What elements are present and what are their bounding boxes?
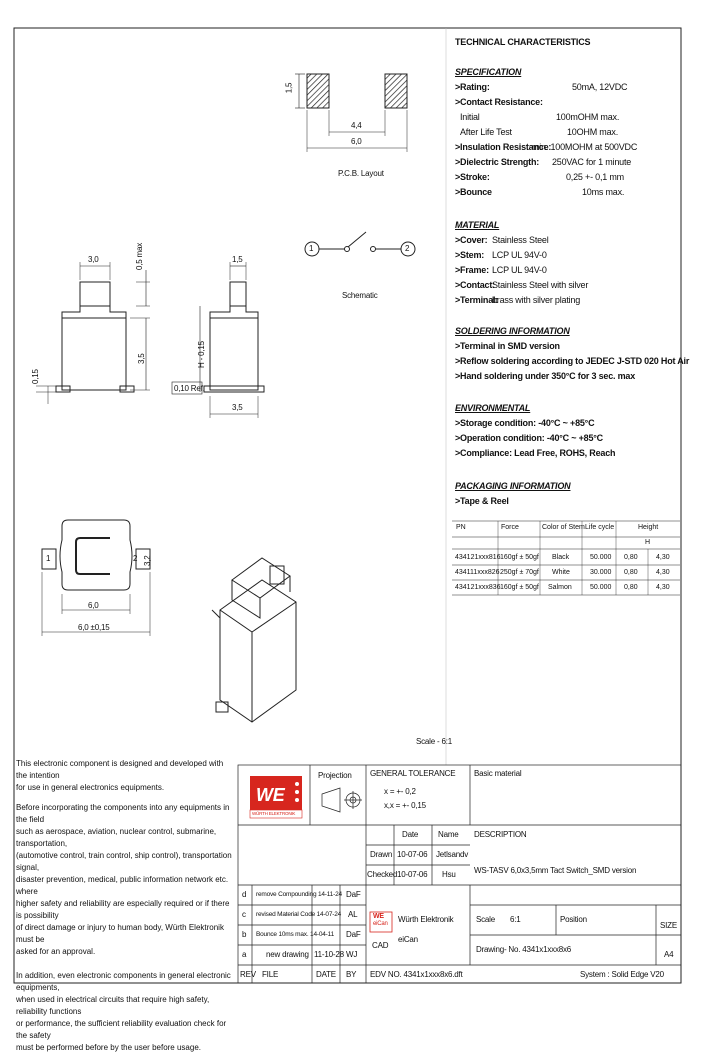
eican-text: eiCan xyxy=(398,935,418,944)
note-p1-l2: for use in general electronics equipments. xyxy=(16,783,165,792)
rev-c-code: c xyxy=(242,910,246,919)
position-label: Position xyxy=(560,915,587,924)
size-label: SIZE xyxy=(660,921,677,930)
dim-4-4: 4,4 xyxy=(351,121,362,130)
isometric-view xyxy=(212,558,296,722)
dim-3-5-vertical: 3,5 xyxy=(137,353,146,364)
description-header: DESCRIPTION xyxy=(474,830,527,839)
note-p3-l3: or performance, the sufficient reliability evaluation check for the safety xyxy=(16,1019,227,1040)
rating-value: 50mA, 12VDC xyxy=(572,82,628,92)
tolerance-2: x,x = +- 0,15 xyxy=(384,801,426,810)
table-row-2-h1: 0,80 xyxy=(624,569,638,576)
note-p1-l1: This electronic component is designed and developed with the intention xyxy=(16,759,224,780)
table-row-2-life: 30.000 xyxy=(590,569,612,576)
after-label: After Life Test xyxy=(460,127,512,137)
note-p3-l1: In addition, even electronic components in general electronic equipments, xyxy=(16,971,231,992)
dim-h: H - 0,15 xyxy=(197,341,206,368)
table-header-pn: PN xyxy=(456,524,466,531)
note-p2-l5: higher safety and reliability are especially required or if there is possibility xyxy=(16,899,230,920)
note-p2-l6: of direct damage or injury to human body, Würth Elektronik must be xyxy=(16,923,224,944)
side-view-right xyxy=(200,262,264,418)
pcb-layout-label: P.C.B. Layout xyxy=(338,169,384,178)
table-row-1-color: Black xyxy=(552,554,570,561)
projection-label: Projection xyxy=(318,771,352,780)
table-row-1-h1: 0,80 xyxy=(624,554,638,561)
date-header: Date xyxy=(402,830,419,839)
frame-value: LCP UL 94V-0 xyxy=(492,265,547,275)
table-row-3-force: 160gf ± 50gf xyxy=(500,584,539,591)
drawn-label: Drawn xyxy=(370,850,393,859)
initial-label: Initial xyxy=(460,112,480,122)
table-header-color: Color of Stem xyxy=(542,524,585,531)
table-subheader-h: H xyxy=(645,539,651,546)
table-row-1-h2: 4,30 xyxy=(656,554,670,561)
packaging-heading: PACKAGING INFORMATION xyxy=(455,481,571,491)
dim-1-5: 1,5 xyxy=(284,82,294,94)
dim-6-0: 6,0 xyxy=(351,137,362,146)
stem-label: >Stem: xyxy=(455,250,485,260)
dim-0-10-ref: 0,10 Ref. xyxy=(174,384,205,393)
cover-value: Stainless Steel xyxy=(492,235,549,245)
dim-6-0-bottom: 6,0 xyxy=(88,601,99,610)
cad-logo-eican: eiCan xyxy=(373,921,388,927)
table-header-force: Force xyxy=(501,524,519,531)
table-row-1-pn: 434121xxx816 xyxy=(455,554,501,561)
stroke-value: 0,25 +- 0,1 mm xyxy=(566,172,624,182)
bottom-pin-2: 2 xyxy=(133,554,138,563)
logo-text: WE xyxy=(256,785,285,805)
scale-field-label: Scale xyxy=(476,915,496,924)
dim-0-5-max: 0,5 max xyxy=(135,242,144,270)
insulation-value: min. 100MOHM at 500VDC xyxy=(532,142,638,152)
schematic-pin-2: 2 xyxy=(405,244,410,253)
rev-b-by: DaF xyxy=(346,930,361,939)
stem-value: LCP UL 94V-0 xyxy=(492,250,547,260)
schematic-label: Schematic xyxy=(342,291,378,300)
rev-d-text: remove Compounding 14-11-24 xyxy=(256,891,342,898)
soldering-heading: SOLDERING INFORMATION xyxy=(455,326,570,336)
rev-a-code: a xyxy=(242,950,247,959)
cover-label: >Cover: xyxy=(455,235,488,245)
rev-d-by: DaF xyxy=(346,890,361,899)
note-p2-l3: (automotive control, train control, ship control), transportation signal, xyxy=(16,851,232,872)
name-header: Name xyxy=(438,830,459,839)
table-row-2-pn: 434111xxx826 xyxy=(455,569,500,576)
table-row-3-h2: 4,30 xyxy=(656,584,670,591)
rev-a-text: new drawing xyxy=(266,950,309,959)
drawn-date: 10-07-06 xyxy=(397,850,428,859)
table-row-3-pn: 434121xxx836 xyxy=(455,584,501,591)
table-row-1-force: 160gf ± 50gf xyxy=(500,554,539,561)
contact-label: >Contact: xyxy=(455,280,495,290)
table-row-2-force: 250gf ± 70gf xyxy=(500,569,539,576)
wurth-elektronik-text: Würth Elektronik xyxy=(398,915,454,924)
rev-a-date: 11-10-28 xyxy=(314,950,344,959)
rev-header: REV xyxy=(240,970,256,979)
table-row-2-h2: 4,30 xyxy=(656,569,670,576)
insulation-label: >Insulation Resistance: xyxy=(455,142,552,152)
title: TECHNICAL CHARACTERISTICS xyxy=(455,37,591,47)
contact-res-label: >Contact Resistance: xyxy=(455,97,543,107)
dim-3-5-horizontal: 3,5 xyxy=(232,403,243,412)
tolerance-1: x = +- 0,2 xyxy=(384,787,416,796)
note-p2-l2: such as aerospace, aviation, nuclear control, submarine, transportation, xyxy=(16,827,217,848)
scale-field-value: 6:1 xyxy=(510,915,521,924)
rating-label: >Rating: xyxy=(455,82,490,92)
soldering-line3: >Hand soldering under 350°C for 3 sec. max xyxy=(455,371,636,381)
dielectric-label: >Dielectric Strength: xyxy=(455,157,540,167)
material-heading: MATERIAL xyxy=(455,220,500,230)
by-header: BY xyxy=(346,970,357,979)
note-p2-l7: asked for an approval. xyxy=(16,947,96,956)
logo-subtext: WÜRTH ELEKTRONIK xyxy=(252,811,296,816)
checked-label: Checked xyxy=(367,870,398,879)
date-header-rev: DATE xyxy=(316,970,336,979)
system-label: System : Solid Edge V20 xyxy=(580,970,664,979)
bottom-view xyxy=(42,520,150,636)
frame-label: >Frame: xyxy=(455,265,489,275)
initial-value: 100mOHM max. xyxy=(556,112,620,122)
checked-date: 10-07-06 xyxy=(397,870,428,879)
drawing-number: Drawing- No. 4341x1xxx8x6 xyxy=(476,945,572,954)
env-line3: >Compliance: Lead Free, ROHS, Reach xyxy=(455,448,616,458)
edv-number: EDV NO. 4341x1xxx8x6.dft xyxy=(370,970,463,979)
note-p3-l2: when used in electrical circuits that require high safety, reliability functions xyxy=(16,995,210,1016)
basic-material: Basic material xyxy=(474,769,522,778)
rev-a-by: WJ xyxy=(346,950,358,959)
rev-c-text: revised Material Code 14-07-24 xyxy=(256,911,342,918)
terminal-label: >Terminal: xyxy=(455,295,499,305)
bounce-value: 10ms max. xyxy=(582,187,625,197)
drawn-name: Jetlsandv xyxy=(436,850,468,859)
table-row-2-color: White xyxy=(552,569,570,576)
dim-3-2: 3,2 xyxy=(143,555,152,566)
schematic-view xyxy=(305,232,415,256)
rev-b-text: Bounce 10ms max. 14-04-11 xyxy=(256,931,334,938)
projection-symbol xyxy=(322,788,362,812)
terminal-value: brass with silver plating xyxy=(492,295,581,305)
table-row-3-life: 50.000 xyxy=(590,584,612,591)
soldering-line2: >Reflow soldering according to JEDEC J-STD 020 Hot Air xyxy=(455,356,690,366)
table-row-1-life: 50.000 xyxy=(590,554,612,561)
size-value: A4 xyxy=(664,950,674,959)
rev-c-by: AL xyxy=(348,910,358,919)
soldering-line1: >Terminal in SMD version xyxy=(455,341,560,351)
after-value: 10OHM max. xyxy=(567,127,619,137)
env-line2: >Operation condition: -40°C ~ +85°C xyxy=(455,433,603,443)
schematic-pin-1: 1 xyxy=(309,244,314,253)
dim-0-15: 0,15 xyxy=(31,369,40,384)
env-line1: >Storage condition: -40°C ~ +85°C xyxy=(455,418,595,428)
spec-heading: SPECIFICATION xyxy=(455,67,522,77)
environmental-heading: ENVIRONMENTAL xyxy=(455,403,531,413)
dim-1-5-side: 1,5 xyxy=(232,255,243,264)
contact-value: Stainless Steel with silver xyxy=(492,280,589,290)
table-header-life: Life cycle xyxy=(585,524,615,531)
stroke-label: >Stroke: xyxy=(455,172,490,182)
dim-3-0: 3,0 xyxy=(88,255,99,264)
description-text: WS-TASV 6,0x3,5mm Tact Switch_SMD version xyxy=(474,866,637,875)
checked-name: Hsu xyxy=(442,870,456,879)
packaging-line1: >Tape & Reel xyxy=(455,496,509,506)
table-row-3-h1: 0,80 xyxy=(624,584,638,591)
cad-label: CAD xyxy=(372,941,389,950)
note-p2-l1: Before incorporating the components into any equipments in the field xyxy=(16,803,230,824)
dielectric-value: 250VAC for 1 minute xyxy=(552,157,632,167)
scale-label: Scale - 6:1 xyxy=(416,737,453,746)
file-header: FILE xyxy=(262,970,279,979)
note-p3-l4: must be performed before by the user before usage. xyxy=(16,1043,201,1052)
cad-logo-we: WE xyxy=(373,913,384,920)
table-row-3-color: Salmon xyxy=(548,584,572,591)
table-header-height: Height xyxy=(638,524,659,531)
bottom-pin-1: 1 xyxy=(46,554,51,563)
notes xyxy=(16,758,236,1054)
bounce-label: >Bounce xyxy=(455,187,492,197)
dim-6-0-tol: 6,0 ±0,15 xyxy=(78,623,110,632)
note-p2-l4: disaster prevention, medical, public information network etc. where xyxy=(16,875,229,896)
rev-d-code: d xyxy=(242,890,247,899)
general-tolerance: GENERAL TOLERANCE xyxy=(370,769,456,778)
rev-b-code: b xyxy=(242,930,247,939)
